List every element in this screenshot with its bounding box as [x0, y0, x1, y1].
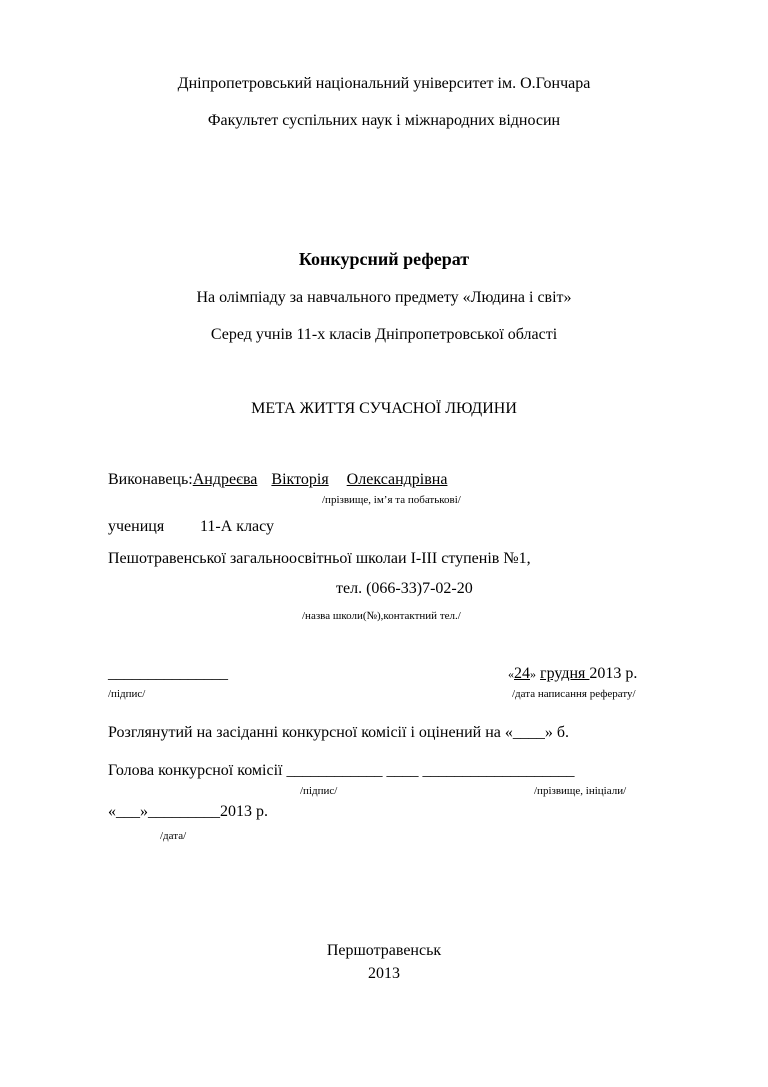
signature-hint: /підпис/ [108, 688, 146, 700]
author-patronymic: Олександрівна [346, 471, 448, 488]
school-hint: /назва школи(№),контактний тел./ [302, 610, 461, 622]
author-line [108, 472, 447, 488]
city-name: Першотравенськ [326, 942, 442, 959]
faculty-name: Факультет суспільних наук і міжнародних відносин [207, 112, 561, 129]
date-year: 2013 р. [589, 665, 638, 682]
writing-date [508, 666, 637, 682]
author-label: Виконавець: [108, 471, 193, 488]
review-line: Розглянутий на засіданні конкурсної комісії і оцінений на «____» б. [108, 724, 570, 741]
audience-line: Серед учнів 11-х класів Дніпропетровської області [210, 326, 558, 343]
signature-line: _______________ [108, 665, 228, 682]
document-year: 2013 [368, 965, 400, 982]
date-close-quote: » [530, 667, 536, 681]
olympiad-line: На олімпіаду за навчального предмету «Людина і світ» [196, 289, 572, 306]
author-name-hint: /прізвище, ім’я та побатькові/ [322, 494, 461, 506]
commission-date-hint: /дата/ [160, 830, 187, 842]
contact-phone: тел. (066-33)7-02-20 [336, 580, 473, 597]
author-surname: Андреєва [192, 471, 258, 488]
date-open-quote: « [508, 667, 514, 681]
document-title: Конкурсний реферат [298, 249, 470, 269]
author-name: Вікторія [271, 471, 329, 488]
university-name: Дніпропетровський національний університет ім. О.Гончара [177, 75, 591, 92]
author-class: 11-А класу [200, 518, 275, 535]
commission-date-line: «___»_________2013 р. [108, 803, 268, 820]
date-day: 24 [514, 665, 530, 682]
topic-title: МЕТА ЖИТТЯ СУЧАСНОЇ ЛЮДИНИ [251, 400, 517, 417]
commission-name-hint: /прізвище, ініціали/ [534, 785, 627, 797]
commission-head-line: Голова конкурсної комісії ____________ ____ ___________________ [108, 762, 575, 779]
writing-date-hint: /дата написання реферату/ [512, 688, 636, 700]
author-role: учениця [108, 518, 165, 535]
commission-sign-hint: /підпис/ [300, 785, 338, 797]
school-name: Пешотравенської загальноосвітньої школаи І-ІІІ ступенів №1, [108, 550, 531, 567]
date-month: грудня [540, 665, 590, 682]
